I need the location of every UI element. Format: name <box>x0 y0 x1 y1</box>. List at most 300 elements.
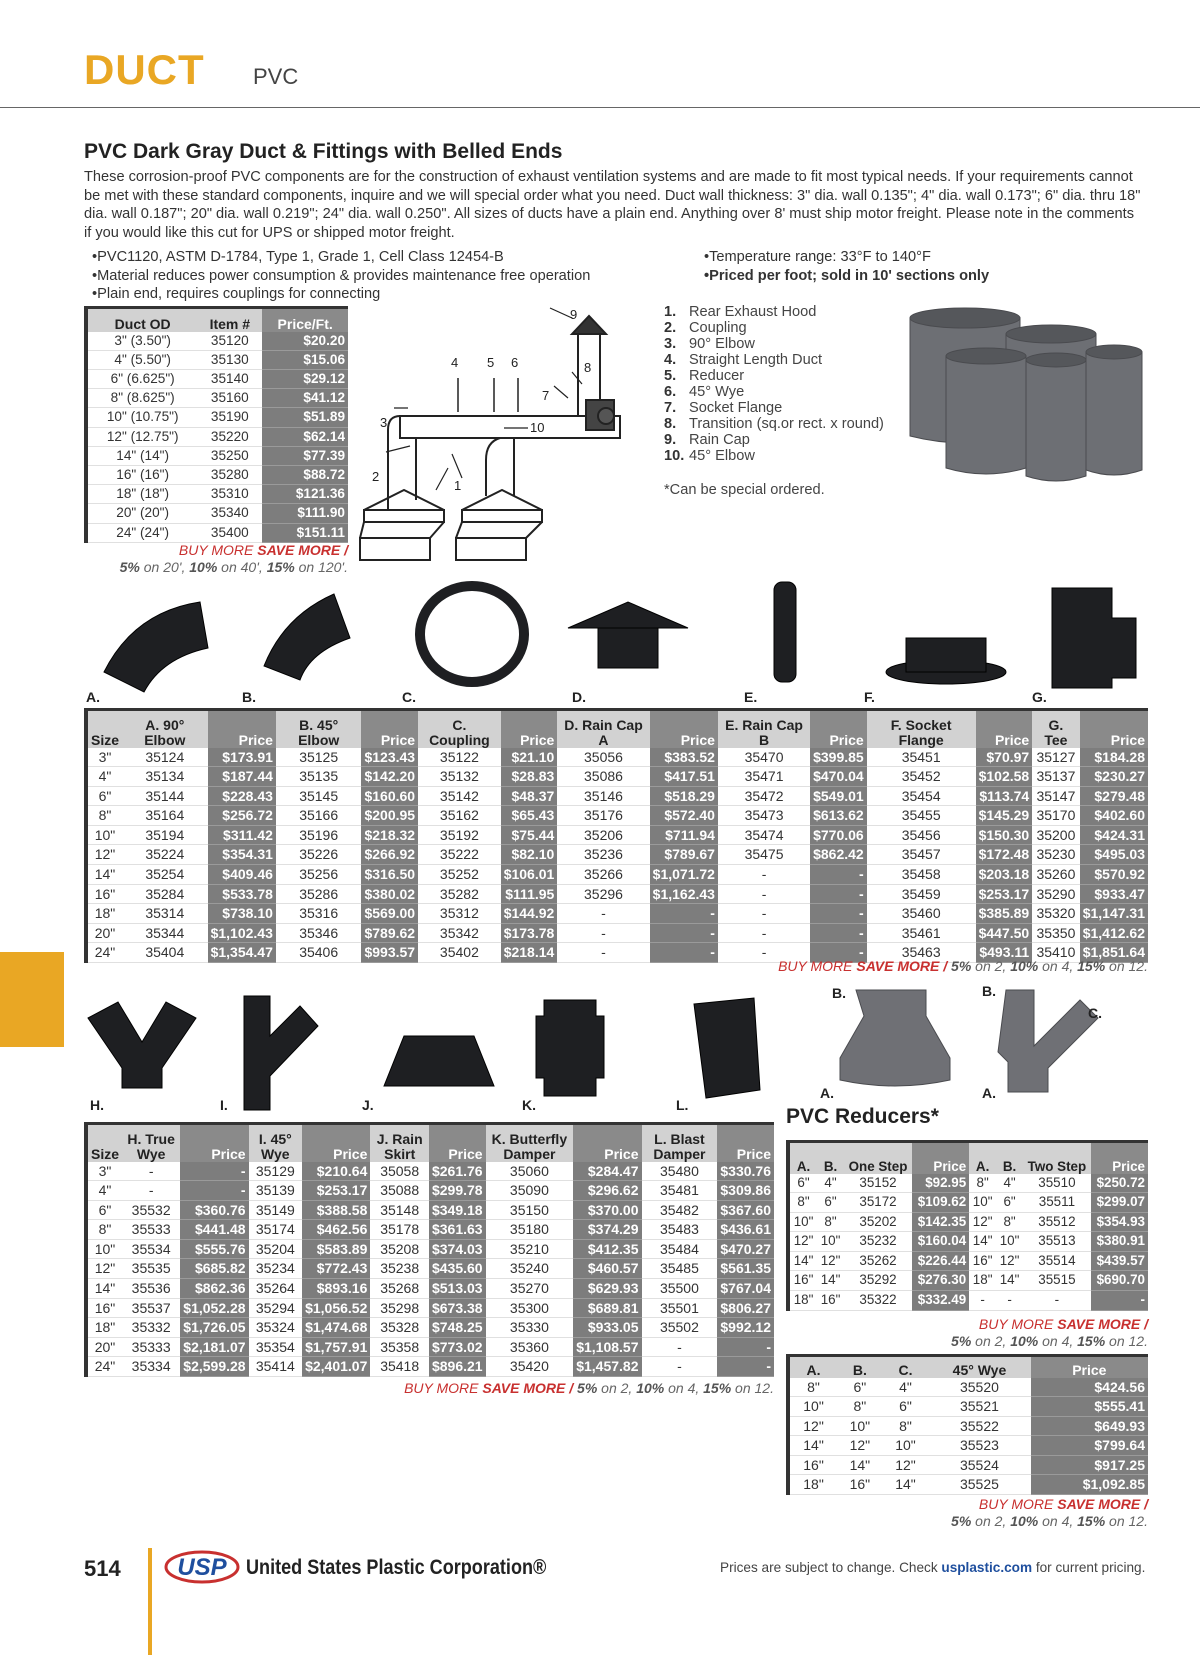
table-cell: 14" <box>969 1232 996 1252</box>
price-cell: $770.06 <box>810 825 867 845</box>
table-cell: - <box>642 1337 718 1357</box>
table-cell: 10" <box>969 1193 996 1213</box>
table-cell: - <box>718 923 810 943</box>
legend-number: 1. <box>664 304 677 320</box>
price-cell: $569.00 <box>361 904 418 924</box>
table-header-row <box>86 308 348 332</box>
legend-item <box>664 368 884 384</box>
table-cell: 12" <box>837 1436 883 1456</box>
table-cell: 35360 <box>486 1337 574 1357</box>
table-cell: 6" <box>788 1174 817 1193</box>
legend-item <box>664 400 884 416</box>
table-cell: 35333 <box>122 1337 180 1357</box>
table-cell: 6" <box>817 1193 844 1213</box>
photo-label: L. <box>676 1097 689 1113</box>
table-cell: 14" <box>86 1279 122 1299</box>
table-cell: 35260 <box>1032 865 1079 885</box>
fittings-photo-strip-h-l <box>84 990 784 1116</box>
price-cell: $332.49 <box>912 1291 969 1311</box>
price-cell: $210.64 <box>302 1162 370 1181</box>
table-cell: 35284 <box>122 884 208 904</box>
table-cell: 16" <box>86 1298 122 1318</box>
photo-label: D. <box>572 689 586 704</box>
price-cell: $218.14 <box>501 943 558 963</box>
table-cell: 35060 <box>486 1162 574 1181</box>
price-cell: $613.62 <box>810 806 867 826</box>
feature-list-right <box>704 248 989 285</box>
table-cell: 16" <box>788 1271 817 1291</box>
table-cell: 12" <box>788 1232 817 1252</box>
diagram-label: 4 <box>451 355 459 370</box>
table-cell: 35280 <box>197 465 262 484</box>
table-cell: 35332 <box>122 1318 180 1338</box>
photo-label: C. <box>1088 1005 1102 1021</box>
table-row <box>86 1318 774 1338</box>
legend-number: 2. <box>664 320 677 336</box>
buy-more-fittings <box>600 958 1148 975</box>
table-cell: 14" <box>86 865 122 885</box>
table-cell: 35210 <box>486 1239 574 1259</box>
table-cell: 35312 <box>418 904 501 924</box>
intro-paragraph: These corrosion-proof PVC components are for the construction of exhaust ventilation systems and are made to fit most typical needs. If your requirements cannot be met with these standard components, inquire and we will special order what you need. Duct wall thickness: 3" dia. wall 0.135"; 4" dia. wall 0.173"; 6" dia. thru 18" dia. wall 0.187"; 20" dia. wall 0.219"; 24" dia. wall 0.250". All sizes of ducts have a plain end. Anything over 8' must ship motor freight. Please note in the comments if you would like this cut for UPS or shipped motor freight. <box>84 169 1141 241</box>
price-cell: $253.17 <box>976 884 1033 904</box>
price-cell: $799.64 <box>1031 1436 1148 1456</box>
column-header: A. <box>788 1356 837 1378</box>
column-header: Price <box>912 1142 969 1174</box>
price-cell: $993.57 <box>361 943 418 963</box>
price-cell: $361.63 <box>429 1220 486 1240</box>
legend-text: 90° Elbow <box>689 336 755 352</box>
table-cell: 4" (5.50") <box>86 350 197 369</box>
table-row <box>86 865 1148 885</box>
table-cell: 14" <box>996 1271 1023 1291</box>
price-cell: $311.42 <box>208 825 276 845</box>
header-divider <box>0 107 1200 108</box>
table-cell: 35200 <box>1032 825 1079 845</box>
price-cell: $144.92 <box>501 904 558 924</box>
price-cell: $92.95 <box>912 1174 969 1193</box>
table-cell: 4" <box>996 1174 1023 1193</box>
true-wye-photo <box>88 1002 196 1088</box>
table-cell: 35320 <box>1032 904 1079 924</box>
table-cell: 35322 <box>844 1291 912 1311</box>
legend-text: Socket Flange <box>689 400 783 416</box>
price-cell: $383.52 <box>650 748 718 767</box>
fittings-table-h-l <box>84 1122 774 1377</box>
table-cell: 35420 <box>486 1357 574 1377</box>
column-header: L. Blast Damper <box>642 1124 718 1162</box>
legend-text: Straight Length Duct <box>689 352 823 368</box>
table-cell: 6" (6.625") <box>86 369 197 388</box>
price-cell: $256.72 <box>208 806 276 826</box>
table-cell: 35294 <box>249 1298 303 1318</box>
legend-number: 8. <box>664 416 677 432</box>
table-cell: 35471 <box>718 767 810 787</box>
feature-list-left <box>92 248 590 304</box>
discount-text: on 12. <box>731 1380 774 1396</box>
table-cell: 14" (14") <box>86 446 197 465</box>
diagram-label: 10 <box>530 420 545 435</box>
table-cell: 18" (18") <box>86 485 197 504</box>
exhaust-system-diagram <box>358 304 658 568</box>
table-cell: 24" <box>86 1357 122 1377</box>
photo-label: H. <box>90 1097 104 1113</box>
price-cell: - <box>650 904 718 924</box>
price-cell: $1,071.72 <box>650 865 718 885</box>
buy-more-label: BUY MORE <box>404 1380 483 1396</box>
special-order-note: *Can be special ordered. <box>664 482 825 498</box>
discount-text: on 40', <box>217 559 267 575</box>
tee-photo <box>1052 588 1136 688</box>
price-cell: - <box>180 1181 248 1201</box>
table-cell: 35452 <box>867 767 976 787</box>
table-cell: 35410 <box>1032 943 1079 963</box>
table-cell: 35512 <box>1023 1212 1091 1232</box>
photo-label: J. <box>362 1097 374 1113</box>
brand-name: United States Plastic Corporation® <box>246 1556 547 1579</box>
table-cell: 4" <box>86 1181 122 1201</box>
table-cell: 35264 <box>249 1279 303 1299</box>
price-cell: $862.42 <box>810 845 867 865</box>
one-step-reducer-photo <box>840 990 950 1086</box>
table-row <box>86 845 1148 865</box>
price-cell: $583.89 <box>302 1239 370 1259</box>
legend-text: Rain Cap <box>689 432 750 448</box>
table-cell: 35120 <box>197 332 262 351</box>
table-cell: 35180 <box>486 1220 574 1240</box>
table-cell: 35254 <box>122 865 208 885</box>
table-cell: 35236 <box>557 845 649 865</box>
price-cell: $436.61 <box>717 1220 774 1240</box>
table-cell: 8" <box>996 1212 1023 1232</box>
table-cell: 35534 <box>122 1239 180 1259</box>
table-cell: - <box>557 943 649 963</box>
discount-text: 10% <box>636 1380 665 1396</box>
diagram-label: 1 <box>454 478 462 493</box>
table-row <box>788 1271 1148 1291</box>
price-cell: $1,056.52 <box>302 1298 370 1318</box>
table-cell: 35178 <box>370 1220 429 1240</box>
price-cell: $549.01 <box>810 786 867 806</box>
table-cell: 35358 <box>370 1337 429 1357</box>
table-cell: 35196 <box>276 825 362 845</box>
price-cell: $354.31 <box>208 845 276 865</box>
table-cell: 35166 <box>276 806 362 826</box>
price-cell: $111.90 <box>262 504 348 523</box>
price-cell: $151.11 <box>262 523 348 542</box>
table-cell: 18" <box>788 1475 837 1495</box>
price-cell: $374.03 <box>429 1239 486 1259</box>
table-row <box>86 332 348 351</box>
table-cell: - <box>557 923 649 943</box>
table-cell: 35298 <box>370 1298 429 1318</box>
price-cell: $673.38 <box>429 1298 486 1318</box>
price-cell: $349.18 <box>429 1200 486 1220</box>
photo-label: K. <box>522 1097 536 1113</box>
table-cell: 12" <box>996 1251 1023 1271</box>
price-cell: $1,147.31 <box>1080 904 1148 924</box>
table-cell: 4" <box>86 767 122 787</box>
table-cell: 35172 <box>844 1193 912 1213</box>
buy-more-duct <box>98 542 348 576</box>
column-header: A. 90° Elbow <box>122 710 208 748</box>
table-cell: 35404 <box>122 943 208 963</box>
table-row <box>86 523 348 542</box>
elbow-45-photo <box>264 594 350 680</box>
table-row <box>788 1174 1148 1193</box>
table-cell: 8" <box>817 1212 844 1232</box>
price-cell: $690.70 <box>1091 1271 1148 1291</box>
table-cell: 6" <box>837 1378 883 1397</box>
price-cell: $374.29 <box>573 1220 641 1240</box>
table-cell: 35418 <box>370 1357 429 1377</box>
column-header: K. Butterfly Damper <box>486 1124 574 1162</box>
price-cell: $160.60 <box>361 786 418 806</box>
column-header: A. <box>969 1142 996 1174</box>
table-row <box>86 485 348 504</box>
column-header: B. <box>996 1142 1023 1174</box>
table-row <box>86 465 348 484</box>
price-cell: - <box>810 884 867 904</box>
table-cell: 14" <box>788 1251 817 1271</box>
price-cell: $409.46 <box>208 865 276 885</box>
table-row <box>788 1455 1148 1475</box>
table-row <box>86 446 348 465</box>
price-cell: $470.04 <box>810 767 867 787</box>
discount-text: 5% <box>951 1513 972 1529</box>
diagram-label: 9 <box>570 307 578 322</box>
table-cell: 6" <box>883 1397 929 1417</box>
table-cell: 35164 <box>122 806 208 826</box>
buy-more-label: BUY MORE <box>978 1496 1058 1512</box>
rain-skirt-photo <box>384 1036 494 1086</box>
price-cell: $629.93 <box>573 1279 641 1299</box>
table-cell: 35524 <box>928 1455 1030 1475</box>
price-cell: $1,851.64 <box>1080 943 1148 963</box>
table-row <box>86 427 348 446</box>
price-cell: $772.43 <box>302 1259 370 1279</box>
discount-text: 15% <box>1077 1513 1106 1529</box>
price-cell: $992.12 <box>717 1318 774 1338</box>
price-cell: $789.62 <box>361 923 418 943</box>
price-cell: $767.04 <box>717 1279 774 1299</box>
table-cell: 3" <box>86 748 122 767</box>
table-row <box>86 767 1148 787</box>
table-row <box>788 1251 1148 1271</box>
price-cell: $367.60 <box>717 1200 774 1220</box>
table-row <box>788 1193 1148 1213</box>
column-header: B. <box>837 1356 883 1378</box>
buy-more-label: BUY MORE <box>978 1316 1058 1332</box>
price-cell: - <box>717 1337 774 1357</box>
price-cell: $62.14 <box>262 427 348 446</box>
table-cell: 35176 <box>557 806 649 826</box>
legend-number: 3. <box>664 336 677 352</box>
price-cell: $447.50 <box>976 923 1033 943</box>
table-cell: 35520 <box>928 1378 1030 1397</box>
column-header: F. Socket Flange <box>867 710 976 748</box>
table-cell: 8" <box>788 1193 817 1213</box>
price-cell: $806.27 <box>717 1298 774 1318</box>
column-header: Price <box>501 710 558 748</box>
price-cell: $462.56 <box>302 1220 370 1240</box>
table-cell: 35470 <box>718 748 810 767</box>
table-row <box>788 1397 1148 1417</box>
table-cell: 35152 <box>844 1174 912 1193</box>
price-cell: $279.48 <box>1080 786 1148 806</box>
column-header: 45° Wye <box>928 1356 1030 1378</box>
discount-text: 10% <box>1010 958 1039 974</box>
table-cell: 35451 <box>867 748 976 767</box>
table-cell: 35160 <box>197 389 262 408</box>
price-cell: $41.12 <box>262 389 348 408</box>
table-cell: 35137 <box>1032 767 1079 787</box>
table-cell: 35402 <box>418 943 501 963</box>
price-cell: $200.95 <box>361 806 418 826</box>
table-header-row <box>86 710 1148 748</box>
usp-logo <box>164 1548 240 1586</box>
table-cell: 35282 <box>418 884 501 904</box>
price-cell: $75.44 <box>501 825 558 845</box>
table-cell: 35262 <box>844 1251 912 1271</box>
footer-accent-bar <box>148 1548 152 1655</box>
butterfly-damper-photo <box>536 1000 604 1096</box>
table-cell: 10" (10.75") <box>86 408 197 427</box>
column-header: A. <box>788 1142 817 1174</box>
table-cell: 35234 <box>249 1259 303 1279</box>
legend-item <box>664 304 884 320</box>
blast-damper-photo <box>694 998 760 1098</box>
price-cell: $385.89 <box>976 904 1033 924</box>
photo-label: I. <box>220 1097 228 1113</box>
discount-text: 15% <box>1077 958 1106 974</box>
price-cell: $203.18 <box>976 865 1033 885</box>
table-header-row <box>788 1142 1148 1174</box>
table-row <box>788 1291 1148 1311</box>
table-cell: 12" <box>86 1259 122 1279</box>
price-cell: $2,599.28 <box>180 1357 248 1377</box>
column-header: H. True Wye <box>122 1124 180 1162</box>
table-cell: 35474 <box>718 825 810 845</box>
price-cell: $933.47 <box>1080 884 1148 904</box>
table-cell: 35300 <box>486 1298 574 1318</box>
column-header: Price <box>180 1124 248 1162</box>
table-cell: 10" <box>86 825 122 845</box>
table-row <box>788 1436 1148 1456</box>
legend-number: 10. <box>664 448 685 464</box>
price-cell: $250.72 <box>1091 1174 1148 1193</box>
discount-text: on 4, <box>1038 958 1078 974</box>
table-cell: 35457 <box>867 845 976 865</box>
table-cell: 35296 <box>557 884 649 904</box>
table-cell: 35266 <box>557 865 649 885</box>
price-cell: $1,354.47 <box>208 943 276 963</box>
table-cell: 35482 <box>642 1200 718 1220</box>
table-cell: 35140 <box>197 369 262 388</box>
column-header: B. <box>817 1142 844 1174</box>
table-row <box>86 1181 774 1201</box>
table-cell: 14" <box>788 1436 837 1456</box>
price-cell: $412.35 <box>573 1239 641 1259</box>
price-cell: $441.48 <box>180 1220 248 1240</box>
table-row <box>788 1378 1148 1397</box>
discount-text: on 2, <box>597 1380 637 1396</box>
table-cell: 35480 <box>642 1162 718 1181</box>
table-cell: 10" <box>817 1232 844 1252</box>
legend-number: 4. <box>664 352 677 368</box>
price-cell: $354.93 <box>1091 1212 1148 1232</box>
table-cell: 35192 <box>418 825 501 845</box>
legend-item <box>664 336 884 352</box>
table-cell: 3" <box>86 1162 122 1181</box>
price-cell: $121.36 <box>262 485 348 504</box>
price-cell: $299.07 <box>1091 1193 1148 1213</box>
discount-text: on 12. <box>1105 958 1148 974</box>
discount-text: 10% <box>1010 1333 1039 1349</box>
rain-cap-b-photo <box>774 582 796 682</box>
table-cell: 35142 <box>418 786 501 806</box>
price-cell: - <box>650 923 718 943</box>
table-cell: 35316 <box>276 904 362 924</box>
discount-text: 15% <box>703 1380 732 1396</box>
price-cell: $48.37 <box>501 786 558 806</box>
price-cell: - <box>810 943 867 963</box>
table-cell: 35310 <box>197 485 262 504</box>
price-cell: $109.62 <box>912 1193 969 1213</box>
discount-text: on 12. <box>1105 1513 1148 1529</box>
wye-reducer-photo <box>998 990 1098 1092</box>
legend-number: 6. <box>664 384 677 400</box>
column-header: C. <box>883 1356 929 1378</box>
price-cell: $230.27 <box>1080 767 1148 787</box>
table-cell: 35268 <box>370 1279 429 1299</box>
table-cell: 35536 <box>122 1279 180 1299</box>
table-cell: - <box>557 904 649 924</box>
column-header: G. Tee <box>1032 710 1079 748</box>
discount-text: on 120'. <box>294 559 348 575</box>
table-cell: 35473 <box>718 806 810 826</box>
price-cell: $184.28 <box>1080 748 1148 767</box>
table-cell: 4" <box>883 1378 929 1397</box>
table-cell: 35334 <box>122 1357 180 1377</box>
column-header: Size <box>86 710 122 748</box>
price-cell: $29.12 <box>262 369 348 388</box>
discount-text: 15% <box>1077 1333 1106 1349</box>
table-cell: 35232 <box>844 1232 912 1252</box>
pricing-note: Prices are subject to change. Check usplastic.com for current pricing. <box>720 1560 1146 1575</box>
website-link[interactable]: usplastic.com <box>941 1560 1033 1575</box>
table-cell: 35533 <box>122 1220 180 1240</box>
price-cell: $113.74 <box>976 786 1033 806</box>
table-row <box>86 1162 774 1181</box>
price-cell: $102.58 <box>976 767 1033 787</box>
subsection-title: PVC <box>253 64 299 89</box>
table-cell: 35194 <box>122 825 208 845</box>
table-cell: 35521 <box>928 1397 1030 1417</box>
reducer-wye-table <box>786 1354 1148 1495</box>
column-header: E. Rain Cap B <box>718 710 810 748</box>
table-cell: 8" <box>788 1378 837 1397</box>
price-cell: $261.76 <box>429 1162 486 1181</box>
table-row <box>86 786 1148 806</box>
save-more-label: SAVE MORE / <box>856 958 952 974</box>
reducers-table <box>786 1140 1148 1311</box>
table-cell: 35058 <box>370 1162 429 1181</box>
table-cell: 35501 <box>642 1298 718 1318</box>
column-header: Price <box>1080 710 1148 748</box>
discount-text: 10% <box>1010 1513 1039 1529</box>
feature-item: • Plain end, requires couplings for connecting <box>92 285 590 304</box>
